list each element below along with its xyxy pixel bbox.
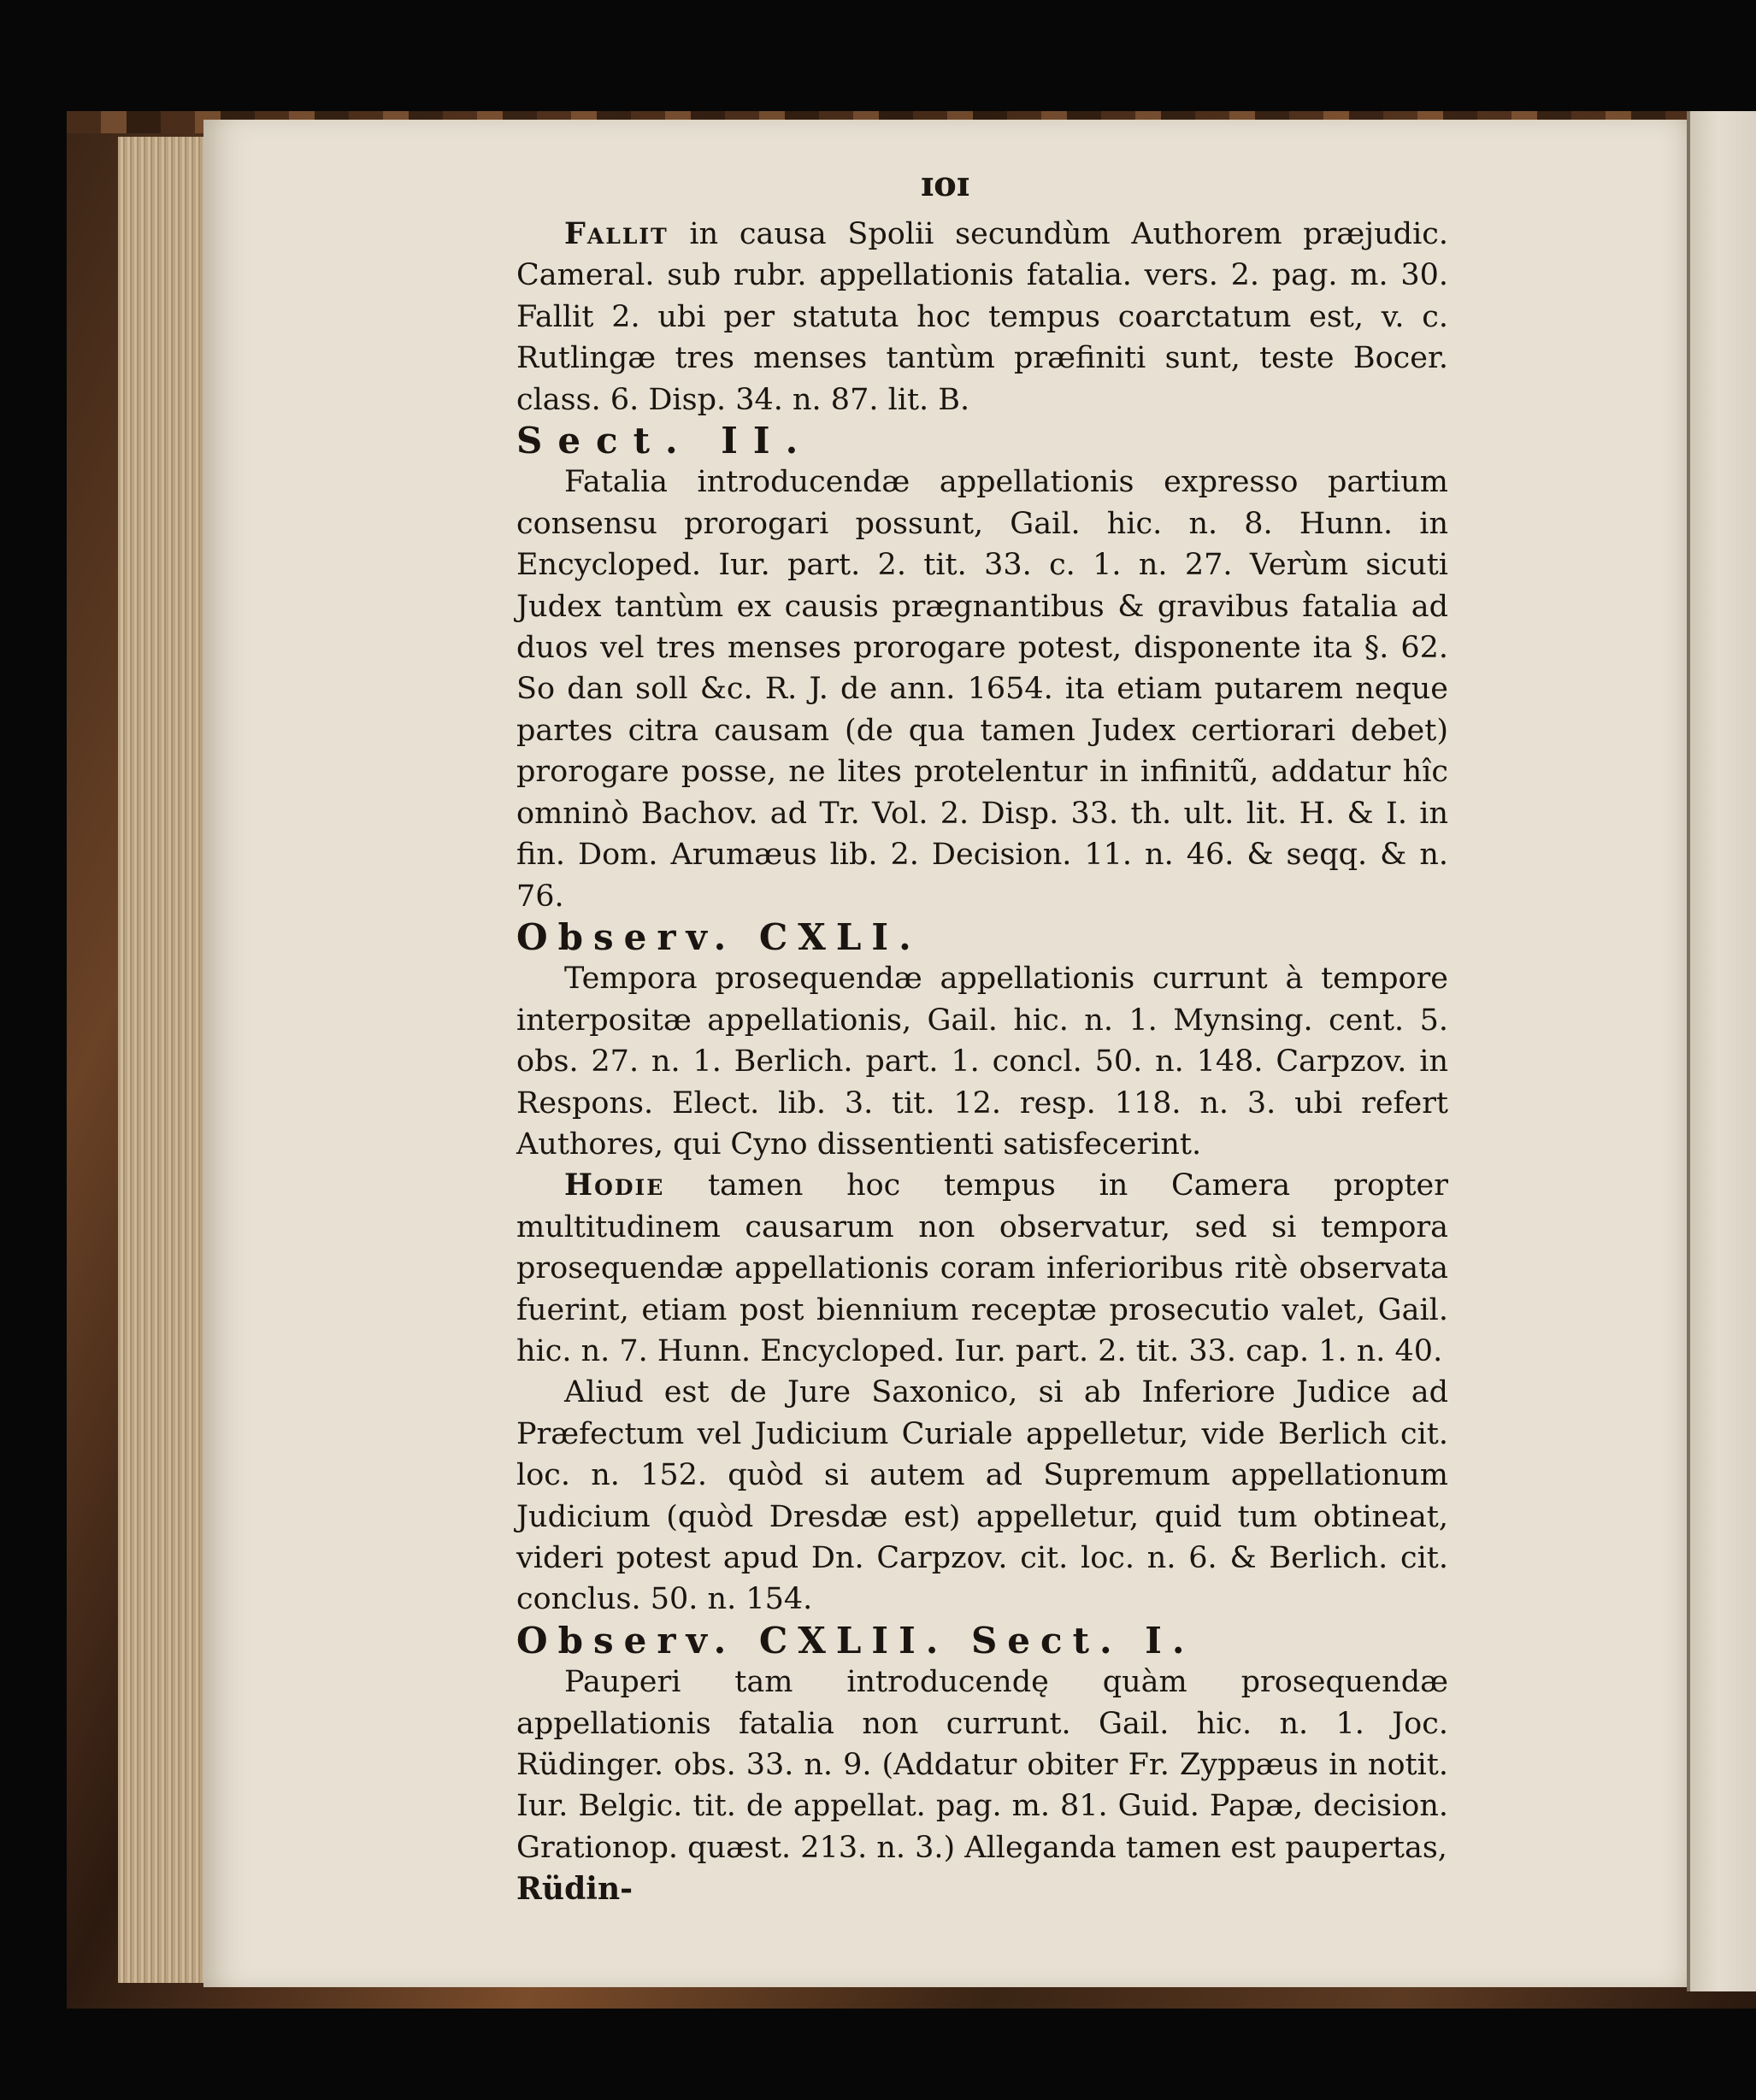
section-heading: Sect. II. [516, 420, 814, 462]
observation-heading: Observ. CXLI. [516, 915, 922, 958]
paragraph [516, 214, 1448, 421]
observation-heading: Observ. CXLII. Sect. I. [516, 1619, 1195, 1662]
page-edges [118, 137, 212, 1983]
lead-word: Hodie [564, 1168, 665, 1203]
book-page [203, 120, 1687, 1987]
paragraph-text: Tempora prosequendæ appellationis currunt à tempore interpositæ appellationis, Gail. hic. n. 1. Mynsing. cent. 5. obs. 27. n. 1. Berlich. part. 1. concl. 50. n. 148. Carpzov. in Respons. Elect. lib. 3. tit. 12. resp. 118. n. 3. ubi refert Authores, qui Cyno dissentienti satisfecerint. [516, 962, 1448, 1162]
paragraph-text: in causa Spolii secundùm Authorem præjudic. Cameral. sub rubr. appellationis fatalia. vers. 2. pag. m. 30. Fallit 2. ubi per statuta hoc tempus coarctatum est, v. c. Rutlingæ tres menses tantùm præfiniti sunt, teste Bocer. class. 6. Disp. 34. n. 87. lit. B. [516, 217, 1448, 417]
paragraph [516, 1662, 1448, 1868]
paragraph [516, 1372, 1448, 1620]
paragraph [516, 1165, 1448, 1372]
facing-page-edge [1687, 111, 1756, 1991]
paragraph [516, 462, 1448, 916]
paragraph-text: tamen hoc tempus in Camera propter multitudinem causarum non observatur, sed si tempora prosequendæ appellationis coram inferioribus ritè observata fuerint, etiam post biennium receptæ prosecutio valet, Gail. hic. n. 7. Hunn. Encycloped. Iur. part. 2. tit. 33. cap. 1. n. 40. [516, 1168, 1448, 1368]
paragraph-text: Fatalia introducendæ appellationis expresso partium consensu prorogari possunt, Gail. hic. n. 8. Hunn. in Encycloped. Iur. part. 2. tit. 33. c. 1. n. 27. Verùm sicuti Judex tantùm ex causis prægnantibus & gravibus fatalia ad duos vel tres menses prorogare potest, disponente ita §. 62. So dan soll &c. R. J. de ann. 1654. ita etiam putarem neque partes citra causam (de qua tamen Judex certiorari debet) prorogare posse, ne lites protelentur in infinitũ, addatur hîc omninò Bachov. ad Tr. Vol. 2. Disp. 33. th. ult. lit. H. & I. in fin. Dom. Arumæus lib. 2. Decision. 11. n. 46. & seqq. & n. 76. [516, 465, 1448, 914]
paragraph-text: Pauperi tam introducendę quàm prosequendæ appellationis fatalia non currunt. Gail. hic. n. 1. Joc. Rüdinger. obs. 33. n. 9. (Addatur obiter Fr. Zyppæus in notit. Iur. Belgic. tit. de appellat. pag. m. 81. Guid. Papæ, decision. Grationop. quæst. 213. n. 3.) Alleganda tamen est paupertas, [516, 1665, 1448, 1865]
text-block [516, 214, 1448, 1910]
paragraph-text: Aliud est de Jure Saxonico, si ab Inferiore Judice ad Præfectum vel Judicium Curiale appelletur, vide Berlich cit. loc. n. 152. quòd si autem ad Supremum appellationum Judicium (quòd Dresdæ est) appelletur, quid tum obtineat, videri potest apud Dn. Carpzov. cit. loc. n. 6. & Berlich. cit. conclus. 50. n. 154. [516, 1375, 1448, 1617]
paragraph [516, 958, 1448, 1165]
catchword: Rüdin- [516, 1871, 633, 1908]
page-number: ɪoɪ [920, 164, 970, 204]
lead-word: Fallit [564, 216, 669, 251]
